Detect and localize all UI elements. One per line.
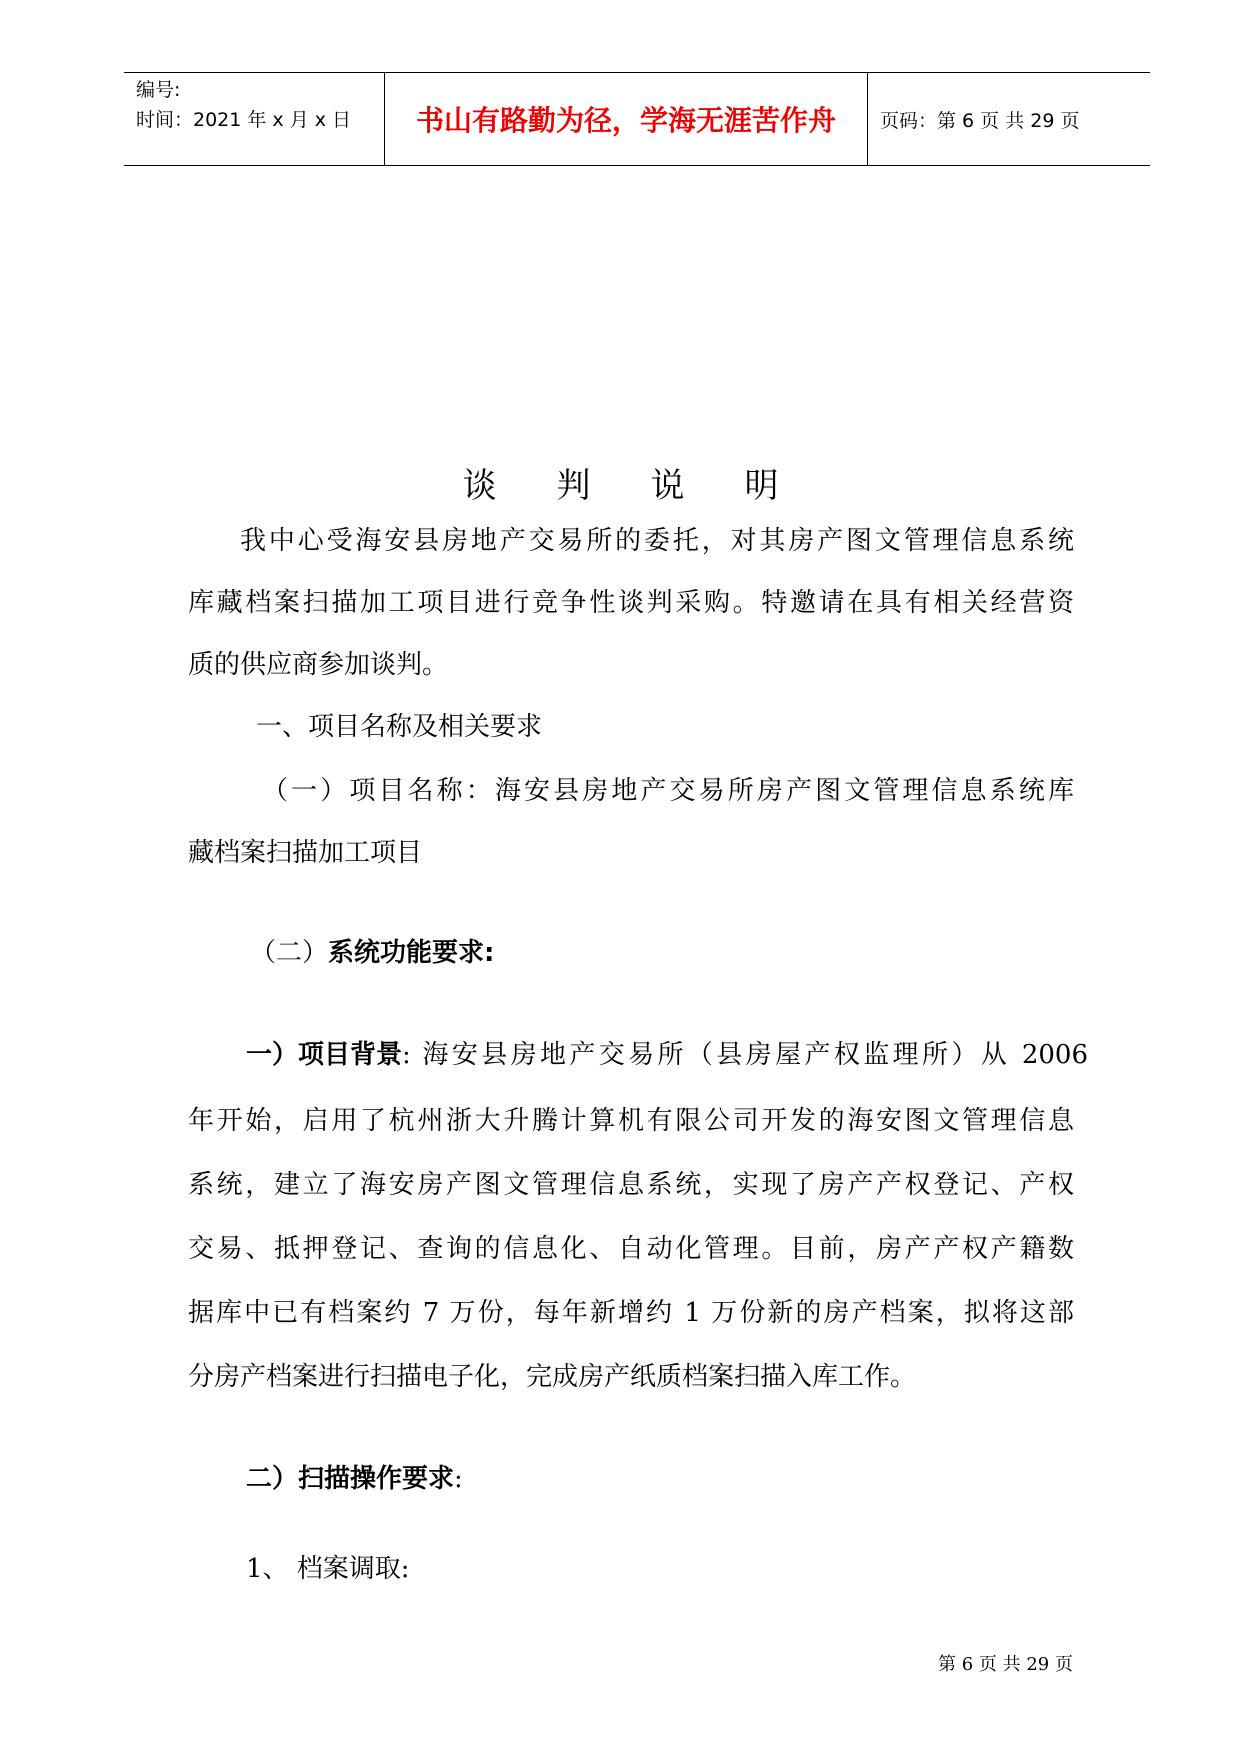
title-char: 判 xyxy=(556,466,621,506)
background-line: 据库中已有档案约 7 万份，每年新增约 1 万份新的房产档案，拟将这部 xyxy=(188,1298,1074,1328)
page-header xyxy=(124,72,1150,166)
project-name-line: （一）项目名称：海安县房地产交易所房产图文管理信息系统库 xyxy=(262,776,1074,806)
background-line: 分房产档案进行扫描电子化，完成房产纸质档案扫描入库工作。 xyxy=(188,1362,917,1392)
header-motto: 书山有路勤为径，学海无涯苦作舟 xyxy=(384,73,868,165)
header-info-cell xyxy=(124,73,384,165)
background-line: 系统，建立了海安房产图文管理信息系统，实现了房产产权登记、产权 xyxy=(188,1170,1074,1200)
item-archive-retrieval: 1、 档案调取: xyxy=(246,1554,410,1584)
header-page-code: 页码：第 6 页 共 29 页 xyxy=(880,109,1080,132)
function-requirements-heading xyxy=(250,932,494,969)
page-footer: 第 6 页 共 29 页 xyxy=(938,1654,1073,1675)
background-line: 交易、抵押登记、查询的信息化、自动化管理。目前，房产产权产籍数 xyxy=(188,1234,1074,1264)
intro-line: 质的供应商参加谈判。 xyxy=(188,650,449,680)
scan-colon: : xyxy=(454,1464,463,1494)
function-heading: 系统功能要求: xyxy=(328,938,495,968)
background-line: : 海安县房地产交易所（县房屋产权监理所）从 2006 xyxy=(402,1040,1088,1070)
title-char: 明 xyxy=(744,466,809,506)
intro-line: 库藏档案扫描加工项目进行竞争性谈判采购。特邀请在具有相关经营资 xyxy=(188,588,1074,618)
intro-line: 我中心受海安县房地产交易所的委托，对其房产图文管理信息系统 xyxy=(240,526,1074,556)
function-prefix: （二） xyxy=(250,938,329,968)
document-title xyxy=(0,458,1241,507)
background-line: 年开始，启用了杭州浙大升腾计算机有限公司开发的海安图文管理信息 xyxy=(188,1106,1074,1136)
header-page-code-cell xyxy=(868,73,1150,165)
scan-heading: 二）扫描操作要求 xyxy=(246,1464,455,1494)
background-first-line xyxy=(246,1034,1088,1071)
project-name-line: 藏档案扫描加工项目 xyxy=(188,838,423,868)
section-heading: 一、项目名称及相关要求 xyxy=(256,712,543,742)
title-char: 谈 xyxy=(462,466,527,506)
header-time-label: 时间：2021 年 x 月 x 日 xyxy=(136,109,352,131)
background-heading: 一）项目背景 xyxy=(246,1040,403,1070)
header-number-label: 编号: xyxy=(136,79,181,101)
title-char: 说 xyxy=(650,466,715,506)
scan-requirements-heading xyxy=(246,1458,463,1495)
